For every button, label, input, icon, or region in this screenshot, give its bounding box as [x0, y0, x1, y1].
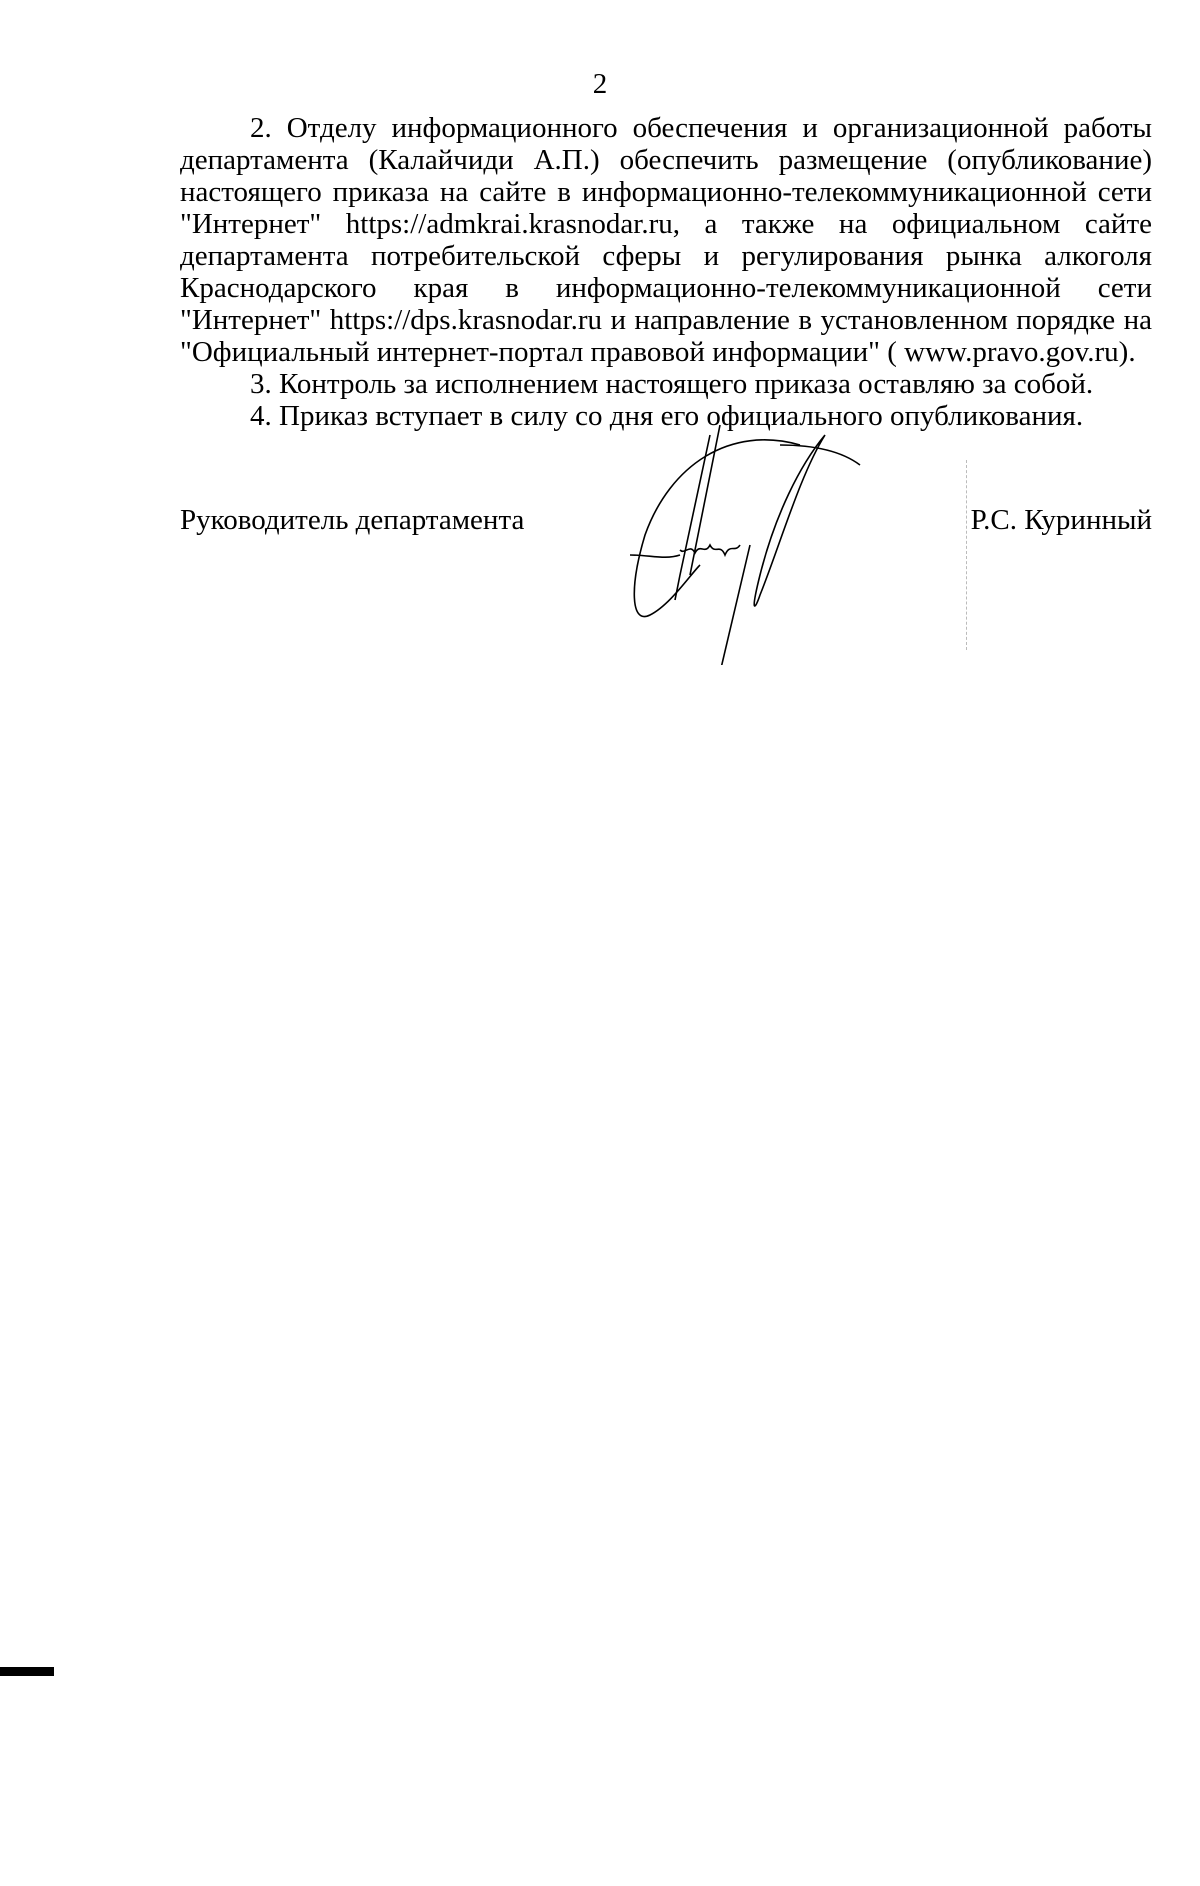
text-line: "Интернет" https://dps.krasnodar.ru и направление в установленном порядке на: [180, 304, 1152, 336]
text-line: 2. Отделу информационного обеспечения и организационной работы: [250, 112, 1152, 144]
signatory-position: Руководитель департамента: [180, 504, 525, 536]
text-line: "Официальный интернет-портал правовой информации" ( www.pravo.gov.ru).: [180, 336, 1136, 368]
text-line: 4. Приказ вступает в силу со дня его официального опубликования.: [250, 400, 1084, 432]
signatory-name: Р.С. Куринный: [970, 504, 1152, 536]
page-number: 2: [592, 68, 608, 100]
text-line: департамента (Калайчиди А.П.) обеспечить размещение (опубликование): [180, 144, 1152, 176]
text-line: 3. Контроль за исполнением настоящего приказа оставляю за собой.: [250, 368, 1094, 400]
handwritten-signature: [610, 425, 910, 665]
scan-edge-mark: [0, 1667, 54, 1676]
text-line: настоящего приказа на сайте в информационно-телекоммуникационной сети: [180, 176, 1152, 208]
document-body: [180, 112, 1152, 432]
text-line: Краснодарского края в информационно-телекоммуникационной сети: [180, 272, 1152, 304]
paragraph-2: [180, 112, 1152, 368]
scan-artifact-line: [966, 460, 967, 650]
text-line: департамента потребительской сферы и регулирования рынка алкоголя: [180, 240, 1152, 272]
paragraph-3: [180, 368, 1152, 400]
text-line: "Интернет" https://admkrai.krasnodar.ru, а также на официальном сайте: [180, 208, 1152, 240]
